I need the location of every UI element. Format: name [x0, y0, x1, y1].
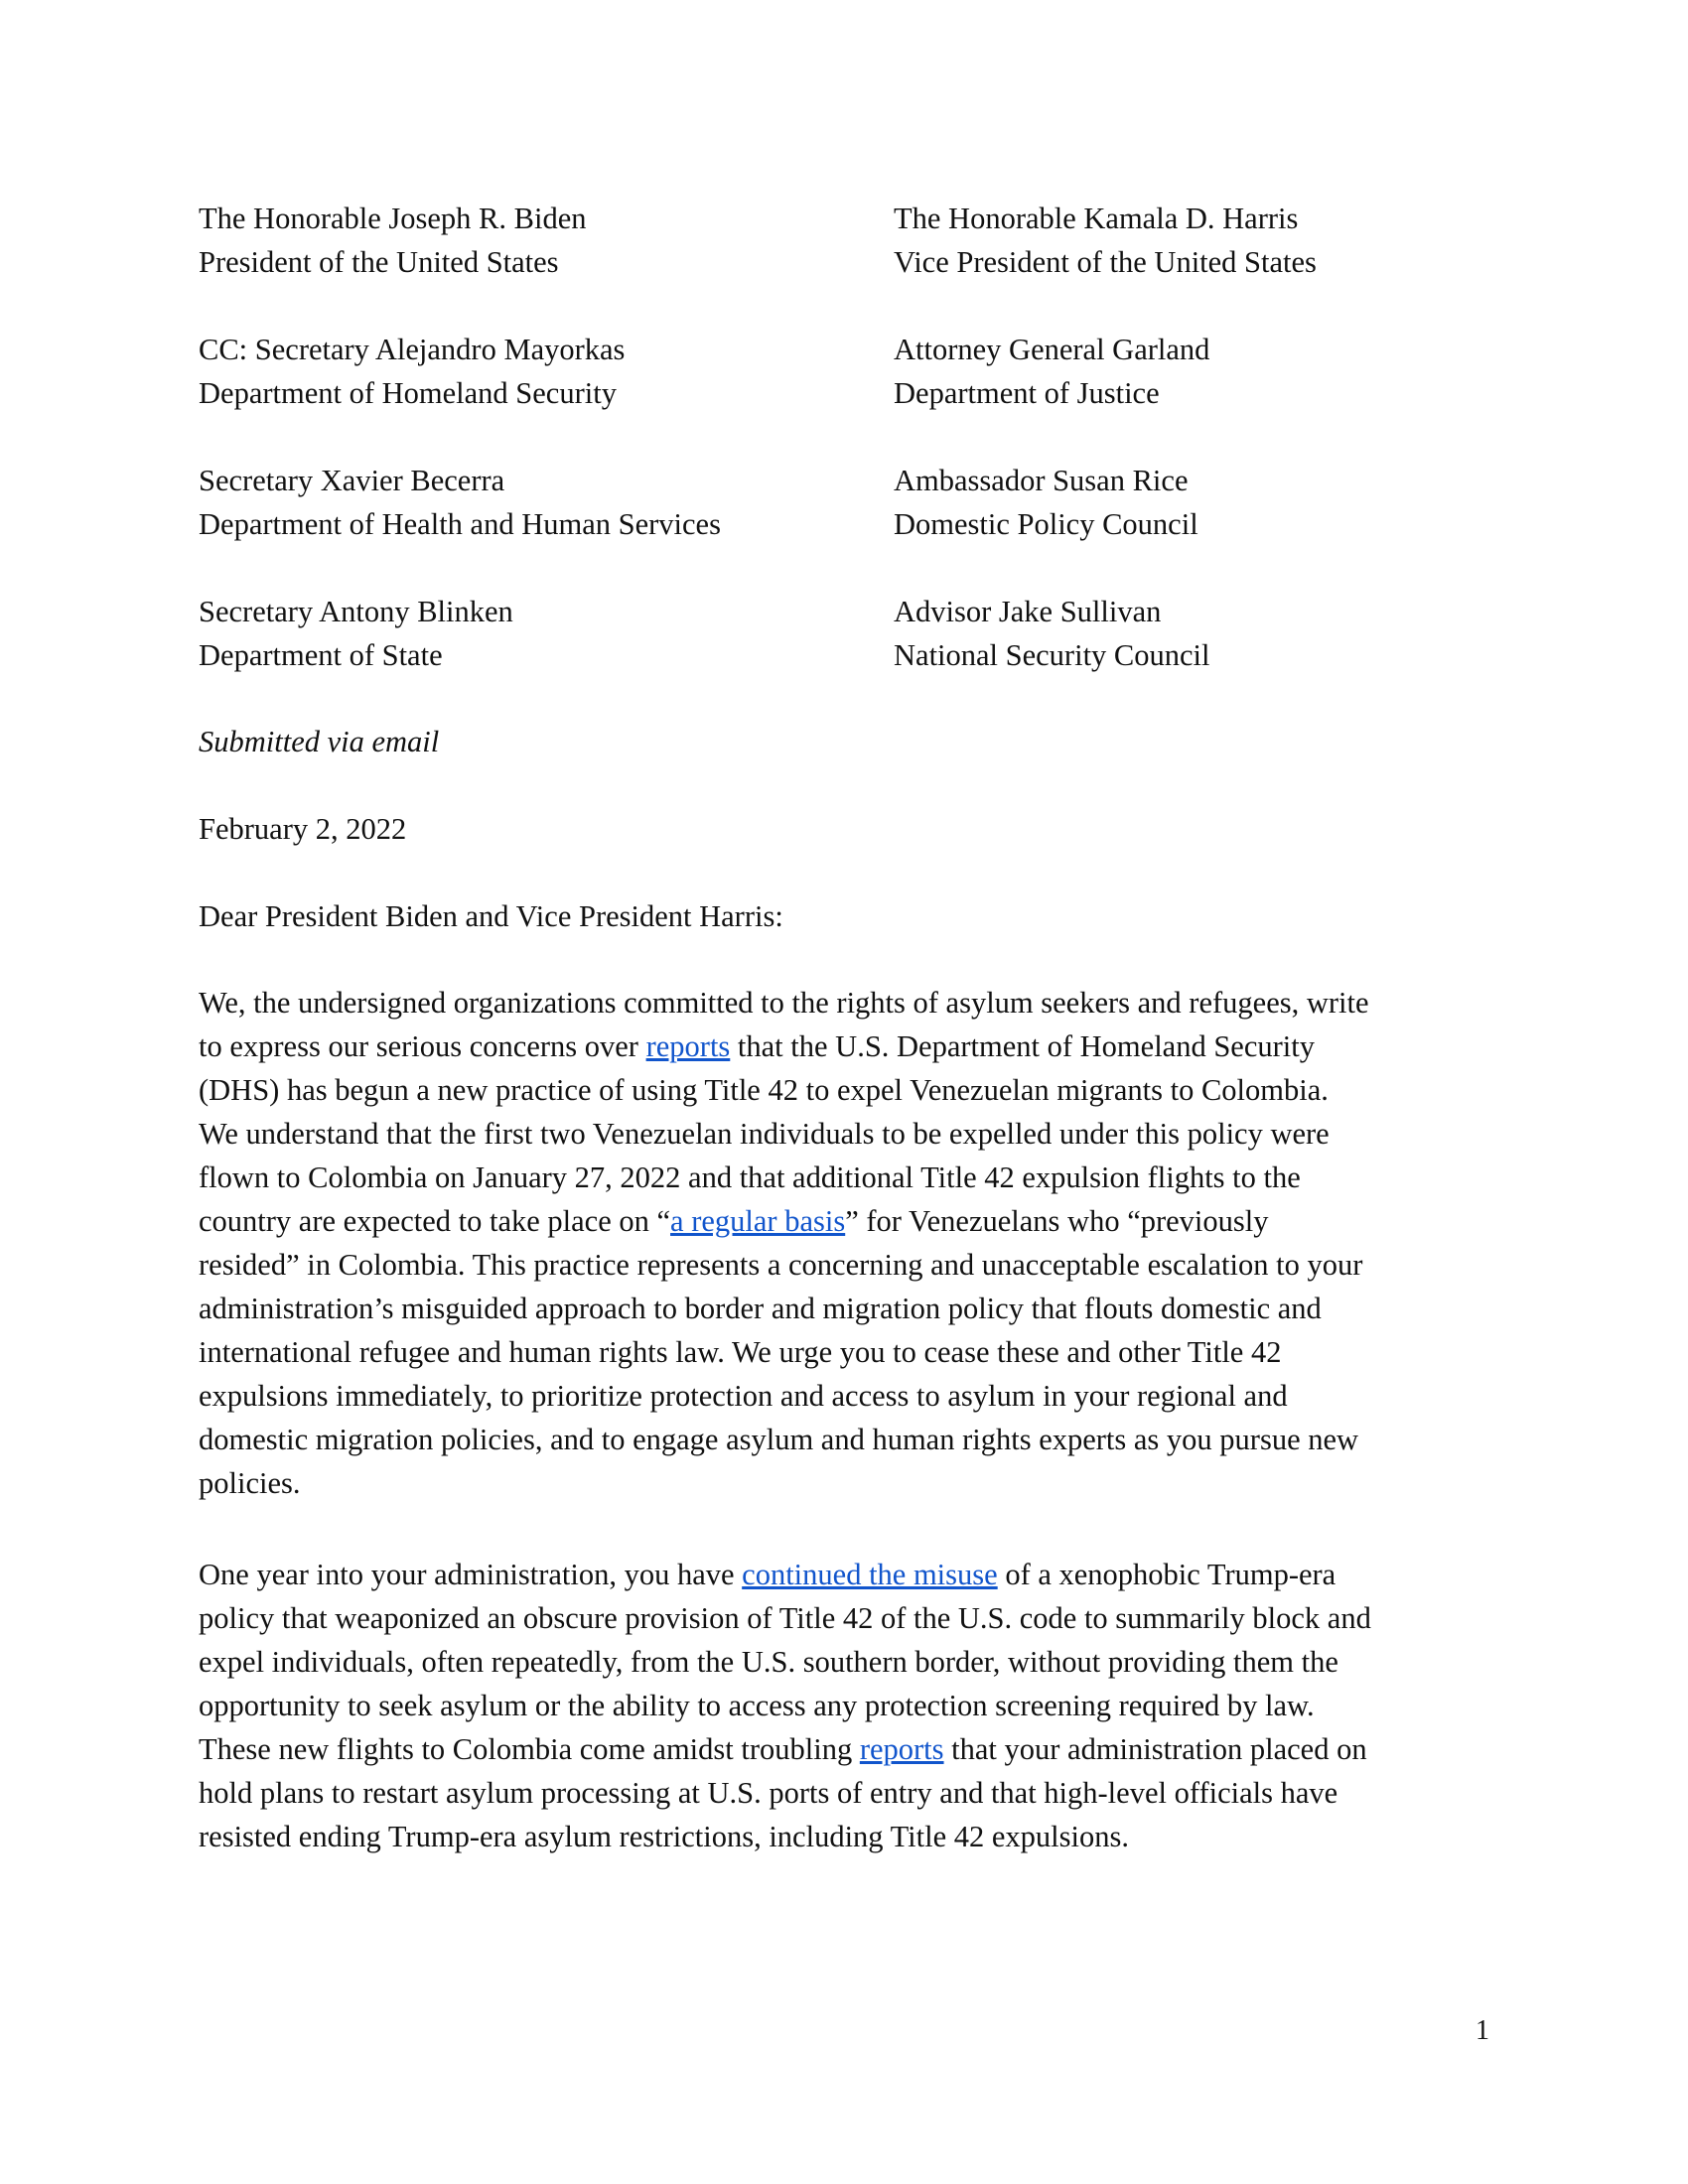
- paragraph-line: resisted ending Trump-era asylum restrictions, including Title 42 expulsions.: [199, 1820, 1129, 1853]
- continued-misuse-link[interactable]: continued the misuse: [742, 1558, 998, 1591]
- paragraph-line: We understand that the first two Venezuelan individuals to be expelled under this policy were: [199, 1117, 1330, 1151]
- paragraph-line: international refugee and human rights law. We urge you to cease these and other Title 42: [199, 1335, 1282, 1369]
- addressee-name: CC: Secretary Alejandro Mayorkas: [199, 333, 626, 366]
- line-text: country are expected to take place on “: [199, 1204, 671, 1238]
- paragraph-line: [199, 1727, 1489, 1771]
- addressee-vice-president: [894, 197, 1489, 284]
- paragraph-line: flown to Colombia on January 27, 2022 and that additional Title 42 expulsion flights to the: [199, 1160, 1301, 1194]
- line-text: One year into your administration, you have: [199, 1558, 743, 1591]
- paragraph-line: policy that weaponized an obscure provision of Title 42 of the U.S. code to summarily block and: [199, 1601, 1371, 1635]
- line-text: that your administration placed on: [943, 1732, 1367, 1766]
- addressee-name: Advisor Jake Sullivan: [894, 595, 1162, 628]
- addressee-dpc: [894, 459, 1489, 546]
- submitted-note: Submitted via email: [199, 725, 440, 758]
- regular-basis-link[interactable]: a regular basis: [670, 1204, 846, 1238]
- paragraph-line: administration’s misguided approach to border and migration policy that flouts domestic and: [199, 1292, 1322, 1325]
- addressee-name: Ambassador Susan Rice: [894, 464, 1189, 497]
- addressee-state: [199, 590, 894, 677]
- line-text: These new flights to Colombia come amidst troubling: [199, 1732, 860, 1766]
- body-paragraph-2: [199, 1553, 1489, 1858]
- line-text: ” for Venezuelans who “previously: [845, 1204, 1269, 1238]
- paragraph-line: opportunity to seek asylum or the ability to access any protection screening required by law.: [199, 1689, 1315, 1722]
- paragraph-line: domestic migration policies, and to engage asylum and human rights experts as you pursue new: [199, 1423, 1359, 1456]
- line-text: that the U.S. Department of Homeland Security: [730, 1029, 1315, 1063]
- paragraph-line: policies.: [199, 1466, 301, 1500]
- addressee-title: President of the United States: [199, 245, 559, 279]
- reports-link-2[interactable]: reports: [859, 1732, 944, 1766]
- addressee-name: The Honorable Joseph R. Biden: [199, 202, 587, 235]
- paragraph-line: We, the undersigned organizations committed to the rights of asylum seekers and refugees, write: [199, 986, 1369, 1020]
- reports-link[interactable]: reports: [645, 1029, 731, 1063]
- addressee-name: Attorney General Garland: [894, 333, 1210, 366]
- addressee-row: [199, 328, 1489, 415]
- paragraph-line: resided” in Colombia. This practice represents a concerning and unacceptable escalation to your: [199, 1248, 1363, 1282]
- addressee-dhs: [199, 328, 894, 415]
- addressee-name: Secretary Antony Blinken: [199, 595, 513, 628]
- addressee-title: Domestic Policy Council: [894, 507, 1198, 541]
- addressee-title: National Security Council: [894, 638, 1210, 672]
- addressee-title: Vice President of the United States: [894, 245, 1317, 279]
- paragraph-line: expel individuals, often repeatedly, from the U.S. southern border, without providing them the: [199, 1645, 1338, 1679]
- page-number: 1: [1476, 2015, 1489, 2046]
- addressee-title: Department of Health and Human Services: [199, 507, 721, 541]
- body-paragraph-1: [199, 981, 1489, 1505]
- addressee-title: Department of State: [199, 638, 443, 672]
- addressee-row: [199, 459, 1489, 546]
- addressee-row: [199, 590, 1489, 677]
- paragraph-line: [199, 1199, 1489, 1243]
- addressee-row: [199, 197, 1489, 284]
- paragraph-line: hold plans to restart asylum processing at U.S. ports of entry and that high-level officials have: [199, 1776, 1338, 1810]
- addressee-title: Department of Homeland Security: [199, 376, 617, 410]
- addressee-president: [199, 197, 894, 284]
- addressee-hhs: [199, 459, 894, 546]
- letter-date: February 2, 2022: [199, 812, 407, 846]
- paragraph-line: (DHS) has begun a new practice of using Title 42 to expel Venezuelan migrants to Colombia.: [199, 1073, 1329, 1107]
- paragraph-line: [199, 1024, 1489, 1068]
- paragraph-line: [199, 1553, 1489, 1596]
- paragraph-line: expulsions immediately, to prioritize protection and access to asylum in your regional and: [199, 1379, 1288, 1413]
- line-text: to express our serious concerns over: [199, 1029, 646, 1063]
- addressee-name: Secretary Xavier Becerra: [199, 464, 505, 497]
- salutation: Dear President Biden and Vice President Harris:: [199, 899, 783, 933]
- addressee-block: [199, 197, 1489, 721]
- addressee-name: The Honorable Kamala D. Harris: [894, 202, 1299, 235]
- addressee-doj: [894, 328, 1489, 415]
- addressee-nsc: [894, 590, 1489, 677]
- line-text: of a xenophobic Trump-era: [997, 1558, 1336, 1591]
- addressee-title: Department of Justice: [894, 376, 1160, 410]
